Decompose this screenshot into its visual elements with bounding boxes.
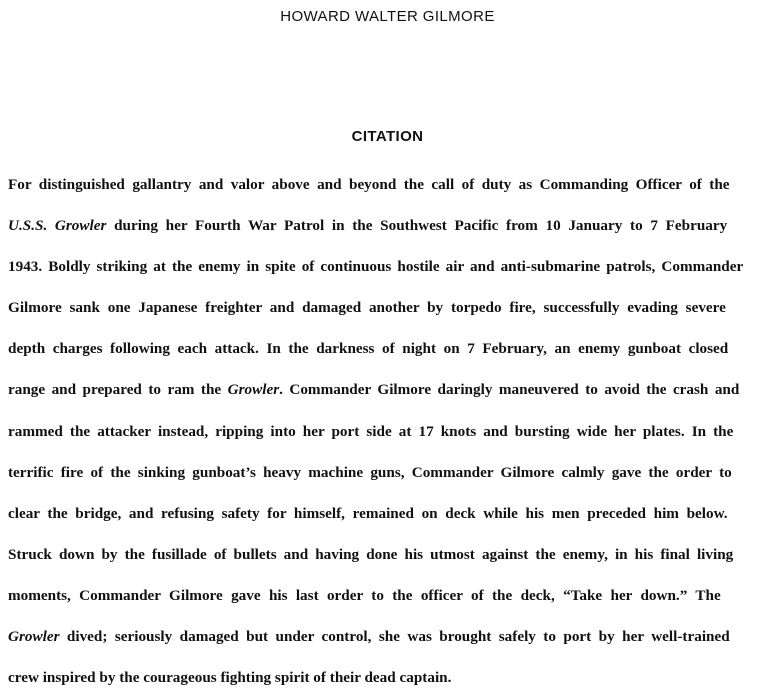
citation-line-13: crew inspired by the courageous fighting spirit of their dead captain. xyxy=(8,669,452,687)
ship-name: U.S.S. Growler xyxy=(8,217,107,235)
citation-line-9: clear the bridge, and refusing safety for himself, remained on deck while his men preceded him below. xyxy=(8,504,728,522)
citation-line-12: Growler dived; seriously damaged but under control, she was brought safely to port by her well-trained xyxy=(8,628,730,646)
citation-line-3: 1943. Boldly striking at the enemy in spite of continuous hostile air and anti-submarine patrols, Commander xyxy=(8,258,744,276)
citation-line-2: U.S.S. Growler during her Fourth War Patrol in the Southwest Pacific from 10 January to 7 February xyxy=(8,217,728,235)
citation-line-1: For distinguished gallantry and valor above and beyond the call of duty as Commanding Officer of the xyxy=(8,176,730,193)
citation-line-11: moments, Commander Gilmore gave his last order to the officer of the deck, “Take her down.” The xyxy=(8,586,721,604)
ship-name: Growler xyxy=(227,381,280,399)
citation-body xyxy=(8,164,766,698)
citation-line-5: depth charges following each attack. In the darkness of night on 7 February, an enemy gunboat closed xyxy=(8,340,729,358)
citation-line-7: rammed the attacker instead, ripping into her port side at 17 knots and bursting wide her plates. In the xyxy=(8,422,734,440)
citation-line-10: Struck down by the fusillade of bullets and having done his utmost against the enemy, in his final living xyxy=(8,545,734,563)
citation-line-8: terrific fire of the sinking gunboat’s heavy machine guns, Commander Gilmore calmly gave the order to xyxy=(8,463,732,481)
citation-line-6: range and prepared to ram the Growler. Commander Gilmore daringly maneuvered to avoid the crash and xyxy=(8,381,740,399)
recipient-name: HOWARD WALTER GILMORE xyxy=(280,8,495,25)
citation-heading: CITATION xyxy=(351,128,424,145)
citation-line-4: Gilmore sank one Japanese freighter and damaged another by torpedo fire, successfully evading severe xyxy=(8,299,726,317)
ship-name: Growler xyxy=(8,628,60,646)
